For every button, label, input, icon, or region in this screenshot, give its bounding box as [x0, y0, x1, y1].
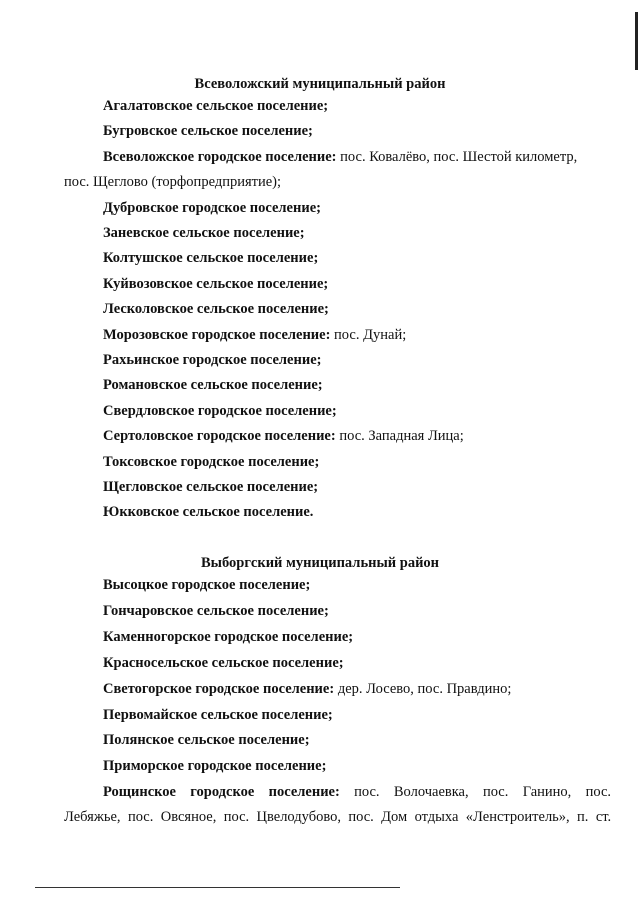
settlement-name: Щегловское сельское поселение; — [103, 479, 319, 495]
word: пос. — [482, 784, 509, 800]
settlement-item — [103, 301, 329, 318]
settlement-item — [103, 577, 310, 594]
section-heading-vsevolozhsky: Всеволожский муниципальный район — [194, 76, 446, 92]
settlement-name: Высоцкое городское поселение; — [103, 577, 311, 593]
settlement-item — [103, 149, 577, 166]
settlement-item — [103, 403, 337, 420]
settlement-localities: дер. Лосево, пос. Правдино; — [334, 680, 512, 697]
settlement-item — [103, 225, 305, 242]
settlement-name: Рахьинское городское поселение; — [103, 352, 322, 368]
word: городское — [190, 784, 255, 800]
word: пос. — [354, 784, 380, 800]
settlement-localities: пос. Щеглово (торфопредприятие); — [64, 174, 282, 191]
settlement-item-roshchinskoe — [103, 784, 611, 801]
settlement-item — [103, 327, 406, 344]
word: пос. — [223, 809, 250, 825]
settlement-item-roshchinskoe-continued — [64, 809, 611, 826]
settlement-name: Гончаровское сельское поселение; — [103, 602, 329, 619]
settlement-item-continued — [64, 174, 281, 191]
settlement-name: Всеволожское городское поселение: — [103, 148, 337, 165]
word: пос. — [127, 809, 154, 825]
settlement-item — [103, 454, 319, 471]
settlement-name: Морозовское городское поселение: — [103, 326, 331, 343]
word: отдыха — [414, 809, 459, 825]
word: «Ленстроитель», — [465, 809, 570, 825]
settlement-item — [103, 707, 333, 724]
word: Волочаевка, — [393, 784, 469, 800]
word: Лебяжье, — [64, 809, 121, 825]
settlement-localities: пос. Западная Лица; — [335, 428, 464, 445]
settlement-item — [103, 655, 344, 672]
word: Овсяное, — [160, 809, 217, 825]
footer-rule — [35, 887, 400, 888]
settlement-item — [103, 629, 353, 646]
settlement-name: Токсовское городское поселение; — [103, 453, 320, 470]
settlement-item — [103, 98, 328, 115]
word: поселение: — [268, 784, 340, 800]
settlement-localities: пос. Дунай; — [330, 326, 407, 343]
word: п. — [577, 809, 589, 825]
settlement-name: Агалатовское сельское поселение; — [103, 98, 329, 114]
settlement-name: Романовское сельское поселение; — [103, 377, 323, 394]
settlement-item — [103, 276, 328, 293]
settlement-name: Бугровское сельское поселение; — [103, 123, 313, 140]
settlement-item — [103, 428, 464, 445]
settlement-item — [103, 681, 511, 698]
settlement-item — [103, 250, 318, 267]
section-heading-vyborgsky: Выборгский муниципальный район — [200, 555, 440, 571]
settlement-name: Приморское городское поселение; — [103, 758, 327, 775]
settlement-name: Каменногорское городское поселение; — [103, 628, 354, 645]
settlement-item — [103, 123, 313, 140]
settlement-name: Заневское сельское поселение; — [103, 225, 305, 241]
settlement-name: Сертоловское городское поселение: — [103, 428, 336, 445]
settlement-localities: пос. Ковалёво, пос. Шестой километр, — [336, 148, 578, 165]
settlement-name: Первомайское сельское поселение; — [103, 706, 333, 723]
settlement-item — [103, 504, 313, 521]
settlement-name: Полянское сельское поселение; — [103, 732, 310, 749]
settlement-item — [103, 758, 326, 775]
word: ст. — [595, 809, 612, 825]
settlement-name: Дубровское городское поселение; — [103, 199, 321, 216]
word: пос. — [585, 784, 612, 800]
scan-edge-mark — [635, 12, 638, 70]
settlement-name: Лесколовское сельское поселение; — [103, 301, 329, 318]
word: Ганино, — [522, 784, 572, 800]
word: пос. — [348, 809, 374, 825]
settlement-item — [103, 732, 310, 749]
word: Рощинское — [103, 784, 176, 800]
settlement-item — [103, 352, 321, 369]
settlement-name: Куйвозовское сельское поселение; — [103, 275, 329, 292]
settlement-name: Колтушское сельское поселение; — [103, 250, 319, 267]
settlement-name: Свердловское городское поселение; — [103, 402, 337, 419]
settlement-item — [103, 603, 329, 620]
settlement-name: Светогорское городское поселение: — [103, 680, 335, 697]
settlement-item — [103, 479, 318, 496]
settlement-name: Красносельское сельское поселение; — [103, 654, 344, 671]
settlement-name: Юкковское сельское поселение. — [103, 504, 314, 521]
settlement-item — [103, 377, 323, 394]
word: Дом — [381, 809, 408, 825]
settlement-item — [103, 200, 321, 217]
word: Цвелодубово, — [256, 809, 341, 825]
